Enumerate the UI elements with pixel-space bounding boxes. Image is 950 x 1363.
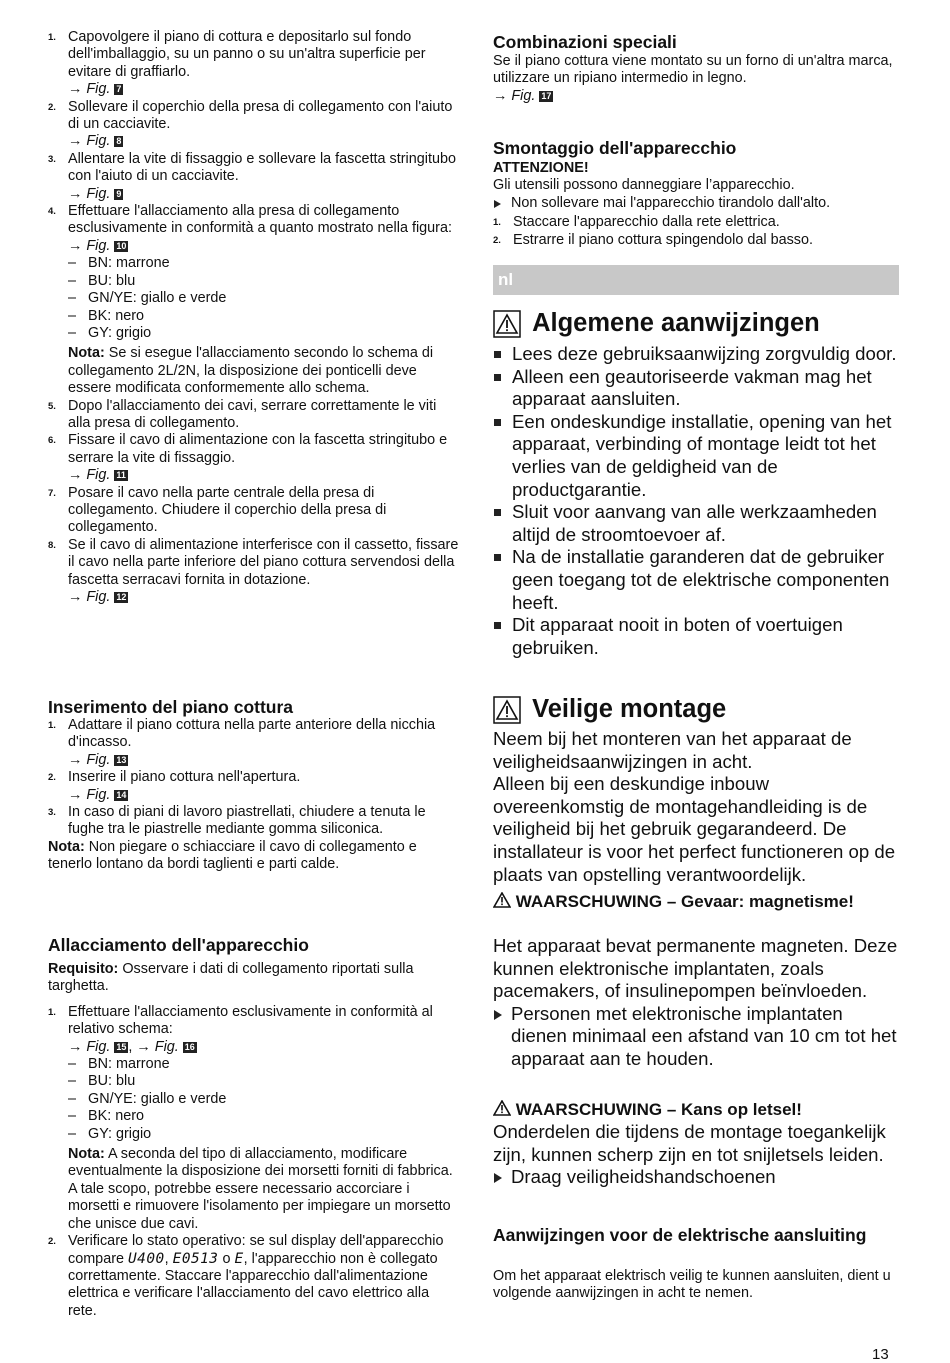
section-heading: Inserimento del piano cottura — [48, 697, 294, 717]
note: Nota: Se si esegue l'allacciamento secondo lo schema di collegamento 2L/2N, la disposizione dei ponticelli deve essere modificata conformemente allo schema. — [68, 345, 434, 397]
section-heading: Veilige montage — [493, 694, 901, 724]
language-bar — [493, 265, 899, 295]
step-text: Allentare la vite di fissaggio e sollevare la fascetta stringitubo con l'aiuto di un cacciavite. — [68, 150, 456, 185]
insert-steps-list — [48, 717, 460, 874]
display-code: U400 — [128, 1250, 165, 1267]
display-code: E — [234, 1250, 244, 1267]
step-text: Se il cavo di alimentazione interferisce con il cassetto, fissare il cavo nella parte inferiore del piano cottura servendosi della fascetta serracavi fornita in dotazione. — [68, 536, 459, 588]
list-item: 7. Posare il cavo nella parte centrale della presa di collegamento. Chiudere il coperchio della presa di collegamento. — [48, 484, 387, 536]
step-text: Dopo l'allacciamento dei cavi, serrare correttamente le viti alla presa di collegamento. — [68, 397, 437, 431]
step-text: In caso di piani di lavoro piastrellati, chiudere a tenuta le fughe tra le piastrelle mediante gomma siliconica. — [68, 804, 426, 838]
fig-ref: → Fig. 7 — [68, 81, 122, 98]
list-item: Lees deze gebruiksaanwijzing zorgvuldig door. — [493, 343, 901, 366]
step-text: Effettuare l'allacciamento esclusivamente in conformità al relativo schema: — [68, 1003, 433, 1038]
figure-badge: 8 — [116, 136, 122, 147]
fig-ref: → Fig. 9 — [68, 185, 122, 202]
figure-badge: 10 — [116, 240, 127, 251]
list-item: 1. Effettuare l'allacciamento esclusivamente in conformità al relativo schema: → Fig. 15 , → Fig. 16 — [48, 1003, 433, 1055]
section-heading: Aanwijzingen voor de elektrische aansluiting — [493, 1225, 867, 1245]
figure-badge: 13 — [116, 754, 127, 765]
warning-triangle-icon — [493, 892, 511, 908]
warning-body: Het apparaat bevat permanente magneten. Deze kunnen elektronische implantaten, zoals pacemakers, of insulinepompen beïnvloeden. Personen met elektronische implantaten dienen minimaal een afstand van 10 cm tot het apparaat aan te houden. — [493, 935, 901, 1071]
list-item: Sluit voor aanvang van alle werkzaamheden altijd de stroomtoevoer af. — [493, 501, 901, 546]
step-text: Capovolgere il piano di cottura e depositarlo sul fondo dell'imballaggio, su un panno o su un'altra superficie per evitare di graffiarlo. — [68, 29, 426, 80]
figure-badge: 11 — [116, 470, 126, 481]
step-text: Adattare il piano cottura nella parte anteriore della nicchia d'incasso. — [68, 717, 436, 751]
language-tag: nl — [498, 270, 514, 289]
section-heading: Allacciamento dell'apparecchio — [48, 935, 309, 955]
warning-body: Onderdelen die tijdens de montage toegankelijk zijn, kunnen scherp zijn en tot snijletsels leiden. Draag veiligheidshandschoenen — [493, 1121, 901, 1189]
list-item: 3. Allentare la vite di fissaggio e sollevare la fascetta stringitubo con l'aiuto di un cacciavite. → Fig. 9 — [48, 150, 456, 202]
fig-ref: → Fig. 8 — [68, 133, 122, 150]
fig-ref: → Fig. 11 — [68, 467, 126, 484]
warning-heading: WAARSCHUWING – Kans op letsel! — [493, 1099, 901, 1120]
wire-item: – BU: blu — [48, 1073, 460, 1090]
step-text: Sollevare il coperchio della presa di collegamento con l'aiuto di un cacciavite. — [68, 98, 453, 133]
wire-item: – GN/YE: giallo e verde — [48, 1091, 460, 1108]
figure-badge: 16 — [184, 1041, 195, 1052]
wire-item: – GY: grigio — [48, 1126, 460, 1143]
figure-badge: 9 — [116, 188, 122, 199]
fig-ref: → Fig. 14 — [68, 786, 127, 803]
wire-item: – GN/YE: giallo e verde — [48, 290, 460, 307]
removal-block — [493, 160, 901, 249]
fig-ref: → Fig. 13 — [68, 751, 127, 768]
list-item: 4. Effettuare l'allacciamento alla presa di collegamento esclusivamente in conformità a quanto mostrato nella figura: → Fig. 10 — [48, 203, 452, 254]
list-item: 5. Dopo l'allacciamento dei cavi, serrare correttamente le viti alla presa di collegamento. — [48, 397, 437, 431]
wire-item: – BK: nero — [48, 1108, 460, 1125]
list-item: Na de installatie garanderen dat de gebruiker geen toegang tot de elektrische componenten heeft. — [493, 546, 901, 614]
bullet-item: Draag veiligheidshandschoenen — [493, 1166, 901, 1189]
display-code: E0513 — [172, 1250, 219, 1267]
wire-item: – BU: blu — [48, 273, 460, 290]
figure-badge: 7 — [116, 84, 122, 95]
step-text: Posare il cavo nella parte centrale della presa di collegamento. Chiudere il coperchio della presa di collegamento. — [68, 484, 387, 536]
general-list — [493, 343, 901, 659]
wire-item: – BK: nero — [48, 308, 460, 325]
wire-item: – BN: marrone — [48, 1056, 460, 1073]
connection-block — [48, 961, 460, 1320]
note: Nota: A seconda del tipo di allacciamento, modificare eventualmente la disposizione dei morsetti forniti di fabbrica. A tale scopo, potrebbe essere necessario accorciare i morsetti e rimuovere l'isolamento per impiegare un morsetto che unisce due cavi. — [68, 1146, 453, 1232]
note: Nota: Non piegare o schiacciare il cavo di collegamento e tenerlo lontano da bordi taglienti e parti calde. — [48, 838, 417, 873]
requirement: Requisito: Osservare i dati di collegamento riportati sulla targhetta. — [48, 961, 414, 995]
list-item: Een ondeskundige installatie, opening van het apparaat, verbinding of montage leidt tot het verlies van de geldigheid van de productgarantie. — [493, 411, 901, 501]
figure-badge: 15 — [116, 1041, 127, 1052]
list-item: Alleen een geautoriseerde vakman mag het apparaat aansluiten. — [493, 366, 901, 411]
caution-text: Gli utensili possono danneggiare l’apparecchio. — [493, 177, 795, 194]
warning-triangle-icon — [493, 1100, 511, 1116]
list-item: 2. Inserire il piano cottura nell'apertura. → Fig. 14 — [48, 769, 301, 803]
step-text: Inserire il piano cottura nell'apertura. — [68, 769, 301, 786]
fig-ref: → Fig. 17 — [493, 87, 552, 104]
wire-item: – BN: marrone — [48, 255, 460, 272]
list-item: 6. Fissare il cavo di alimentazione con la fascetta stringitubo e serrare la vite di fissaggio. → Fig. 11 — [48, 432, 448, 484]
section-heading: Algemene aanwijzingen — [493, 308, 901, 338]
list-item: Dit apparaat nooit in boten of voertuigen gebruiken. — [493, 614, 901, 659]
section-heading: Smontaggio dell'apparecchio — [493, 138, 737, 158]
figure-badge: 17 — [541, 90, 552, 101]
section-heading: Combinazioni speciali — [493, 32, 677, 52]
list-item: 2. Verificare lo stato operativo: se sul display dell'apparecchio compare U400, E0513 o E, l'apparecchio non è collegato correttamente. Staccare l'apparecchio dall'alimentazione elettrica e verificare l'allacciamento del cavo elettrico alla rete. — [48, 1233, 444, 1319]
warning-heading: WAARSCHUWING – Gevaar: magnetisme! — [493, 891, 901, 912]
paragraph: Om het apparaat elektrisch veilig te kunnen aansluiten, dient u volgende aanwijzingen in acht te nemen. — [493, 1268, 891, 1302]
safe-installation-text: Neem bij het monteren van het apparaat de veiligheidsaanwijzingen in acht. Alleen bij een deskundige inbouw overeenkomstig de montagehandleiding is de veiligheid bij het gebruik gegarandeerd. De installateur is voor het perfect functioneren op de plaats van opstelling verantwoordelijk. — [493, 728, 896, 885]
list-item: 3. In caso di piani di lavoro piastrellati, chiudere a tenuta le fughe tra le piastrelle mediante gomma siliconica. — [48, 804, 426, 838]
list-item: 1. Staccare l'apparecchio dalla rete elettrica. — [493, 214, 780, 231]
list-item: 1. Adattare il piano cottura nella parte anteriore della nicchia d'incasso. → Fig. 13 — [48, 717, 436, 768]
list-item: 1. Capovolgere il piano di cottura e depositarlo sul fondo dell'imballaggio, su un panno o su un'altra superficie per evitare di graffiarlo. → Fig. 7 — [48, 29, 426, 98]
fig-ref: → Fig. 15 , → Fig. 16 — [68, 1038, 195, 1055]
warning-icon — [493, 696, 521, 724]
figure-badge: 12 — [116, 592, 127, 602]
figure-badge: 14 — [116, 789, 127, 800]
list-item: 8. Se il cavo di alimentazione interferisce con il cassetto, fissare il cavo nella parte inferiore del piano cottura servendosi della fascetta serracavi fornita in dotazione. → Fig. 12 — [48, 536, 459, 605]
paragraph: Se il piano cottura viene montato su un forno di un'altra marca, utilizzare un ripiano intermedio in legno. → Fig. 17 — [493, 53, 901, 105]
bullet-item: Non sollevare mai l'apparecchio tirandolo dall'alto. — [493, 195, 901, 212]
list-item: 2. Estrarre il piano cottura spingendolo dal basso. — [493, 231, 813, 248]
caution-label: ATTENZIONE! — [493, 160, 589, 176]
bullet-item: Personen met elektronische implantaten dienen minimaal een afstand van 10 cm tot het apparaat aan te houden. — [493, 1003, 901, 1071]
wire-item: – GY: grigio — [48, 325, 460, 342]
step-text: Effettuare l'allacciamento alla presa di collegamento esclusivamente in conformità a quanto mostrato nella figura: — [68, 203, 452, 237]
installation-steps-list — [48, 29, 460, 606]
step-text: Fissare il cavo di alimentazione con la fascetta stringitubo e serrare la vite di fissaggio. — [68, 432, 448, 466]
fig-ref: → Fig. 12 — [68, 589, 127, 605]
warning-icon — [493, 310, 521, 338]
list-item: 2. Sollevare il coperchio della presa di collegamento con l'aiuto di un cacciavite. → Fig. 8 — [48, 98, 453, 150]
fig-ref: → Fig. 10 — [68, 237, 127, 254]
page-number: 13 — [872, 1346, 889, 1363]
